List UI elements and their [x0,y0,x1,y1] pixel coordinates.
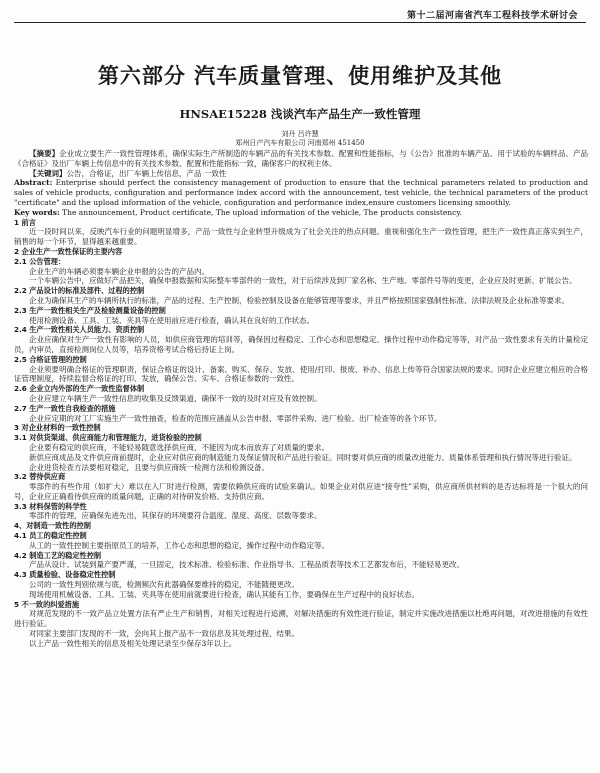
section-heading: 3 对企业材料的一致性控制 [14,423,101,433]
paragraph: 现场使用机械设备、工具、工装、夹具等在使用前就要进行检查，确认其能有工作，要确保在生产过程中的良好状态。 [29,589,419,599]
paragraph: 零部件的有些作用（如扩大）难以在入厂时进行检测，需要依赖供应商的试验来确认。如果企业对供应进“接夸性”采购，供应商所供材料的是否达标将是一个很大的问号，企业应正确看待供应商的质量问题，正确的对待研发价格、支持供应商。 [14,482,588,501]
paragraph: 企业生产的车辆必须要车辆企业申报的公告的产品内。 [29,266,209,276]
keywords-en-text: The announcement, Product certificate, The upload information of the vehicle, The products consistency. [62,207,462,217]
paragraph: 以上产品一致性相关的信息及相关处理记录至少保存3年以上。 [29,638,237,648]
section-heading: 4.3 质量检验、设备稳定性控制 [14,570,116,580]
abstract-en-text: Enterprise should perfect the consistency management of production to ensure that the technical parameters related to production and sales of vehicle products, configuration and performance index accord with the announcement, test vehicle, the technical parameters of the product "certificate" and the upload information of the vehicle, configuration and performance index,ensure customers licensing smoothly. [14,178,588,207]
keywords-cn-label: 【关键词】 [29,168,67,178]
paragraph: 产品从设计、试装到量产要严谨，一旦固定，技术标准、检验标准、作业指导书、工程品质表等技术工艺都发布后，不能轻易更改。 [29,560,464,570]
paragraph: 新供应商成品及文件供应商前提时，企业应对供应商的制造能力及保证情况和产品进行验证。同时要对供应商的质量改进能力、质量体系管理和执行情况等进行验证。 [29,452,577,462]
abstract-cn-label: 【摘要】 [29,149,60,158]
keywords-cn [14,169,588,179]
section-heading: 4、对制造一致性的控制 [14,521,91,531]
paragraph: 对规范发现的不一致产品立处置方法有严止生产和销售，对相关过程进行追溯，对解决措施的有效性进行验证，制定并实施改进措施以杜绝再问题，对改进措施的有效性进行验证。 [14,609,588,629]
page-header [0,0,600,24]
article-body [14,149,588,649]
section-heading: 1 前言 [14,217,36,227]
section-heading: 2.2 产品设计的标准及部件、过程的控制 [14,286,145,296]
section-heading: 3.1 对供货渠道、供应商能力和管理能力，进货检验的控制 [14,433,202,443]
keywords-en-label: Key words: [14,207,60,217]
abstract-cn [14,149,588,169]
paper-title: HNSAE15228 浅谈汽车产品生产一致性管理 [179,107,421,121]
paragraph: 对同家主要部门发现的不一致，会向其上报产品不一致信息及其处理过程、结果。 [29,629,299,639]
section-heading: 5 不一致的纠爱措施 [14,599,80,609]
paper-authors: 刘丹 吕许慧 [281,130,319,138]
paragraph: 企业应确保对生产一致性有影响的人员，如供应商管理的培训等，确保因过程稳定、工作心态和思想稳定、操作过程中动作稳定等等，对产品一致性要求有关的计量检定员，内审员，直接检测岗位人员等，培养资格考试合格后持证上岗。 [14,335,588,354]
paragraph: 企业应建立车辆生产一致性信息的收集及反馈渠道，确保不一致的及时对应及有效控制。 [29,393,322,403]
paragraph: 使用检测设备、工具、工装、夹具等在使用前应进行检查，确认其在良好的工作状态。 [29,315,314,325]
section-heading: 2.7 生产一致性自我检查的措施 [14,403,116,413]
section-heading: 2.4 生产一致性相关人员能力、资质控制 [14,325,145,335]
section-heading: 3.3 材料保管的科学性 [14,501,87,511]
abstract-en-label: Abstract: [14,178,53,188]
paragraph: 企业须要明确合格证的管理职责，保证合格证的设计、备案、购买、保存、发放、使用/打印、报废、补办、信息上传等符合国家法规的要求。同时企业应建立相应的合格证管理制度，持续监督合格证的打印、发放，确保公告、实车、合格证参数的一致性。 [14,364,588,384]
paragraph: 企业进货检查方法要相对稳定，且要与供应商统一检测方法和检测设备。 [29,462,269,472]
paragraph: 从工的一致性控制主要指原员工的培养，工作心态和思想的稳定，操作过程中动作稳定等。 [29,540,329,550]
paragraph: 企业为确保其生产的车辆所执行的标准，产品的过程、生产控制，检验控制及设备在能够管理等要求，并且严格按照国家强制性标准、法律法规及企业标准等要求。 [29,295,569,305]
section-heading: 4.1 员工的稳定性控制 [14,531,87,541]
keywords-cn-text: 公告，合格证，出厂车辆上传信息，产品 一致性 [66,168,227,178]
section-heading: 2.5 合格证管理的控制 [14,354,87,364]
part-title: 第六部分 汽车质量管理、使用维护及其他 [97,63,503,88]
conference-name: 第十二届河南省汽车工程科技学术研讨会 [406,11,578,21]
section-heading: 2.3 生产一致性相关生产及检验测量设备的控制 [14,305,166,315]
paragraph: 零部件的管理，应确保先进先出，其保存的环境要符合温度、湿度、高度、层数等要求。 [29,511,322,521]
keywords-en [14,208,588,218]
abstract-en [14,178,588,207]
section-heading: 3.2 替待供应商 [14,472,66,482]
section-heading: 2.6 企业立内外部的生产一致性监督体制 [14,384,145,394]
header-rule [14,22,586,23]
sections [14,218,588,649]
abstract-cn-text: 企业成立要生产一致性管理体系，确保实际生产所制造的车辆产品的有关技术参数、配置和性能指标，与《公告》批准的车辆产品、用于试验的车辆样品、产品《合格证》及出厂车辆上传信息中的有关技术参数、配置和性能指标一致，确保客户的权利主体。 [14,149,589,168]
paragraph: 企业要有稳定的供应商，不能轻易随意选择供应商，不能因为成本而放弃了对质量的要求。 [29,442,329,452]
paragraph: 公司的一致性判别依规与底，检测频次有此器确保要维持的稳定，不能随便更改。 [29,580,299,590]
paragraph: 一个车辆公告中，应做好产品把关，确保申报数据和实际整车零部件的一致性，对于后续涉及到厂家名称、生产地、零部件号等的变更，企业应及时更新、扩展公告。 [29,276,577,286]
paragraph: 近一段时间以来，反映汽车行业的问题明显增多，产品一致性与企业转型升级成为了社会关注的热点问题。重视和强化生产一致性管理，把生产一致性真正落实到生产，销售的每一个环节，显得越来越重要。 [14,227,588,247]
section-heading: 2.1 公告管理： [14,256,66,266]
paragraph: 企业应定期的对工厂实施生产一致性抽查，检查的范围应涵盖从公告申报、零部件采购、进厂检验、出厂检查等的各个环节。 [29,413,442,423]
section-heading: 2 企业生产一致性保证的主要内容 [14,246,123,256]
section-heading: 4.2 制造工艺的稳定性控制 [14,550,102,560]
paper-affiliation: 郑州日产汽车有限公司 河南郑州 451450 [235,139,365,147]
